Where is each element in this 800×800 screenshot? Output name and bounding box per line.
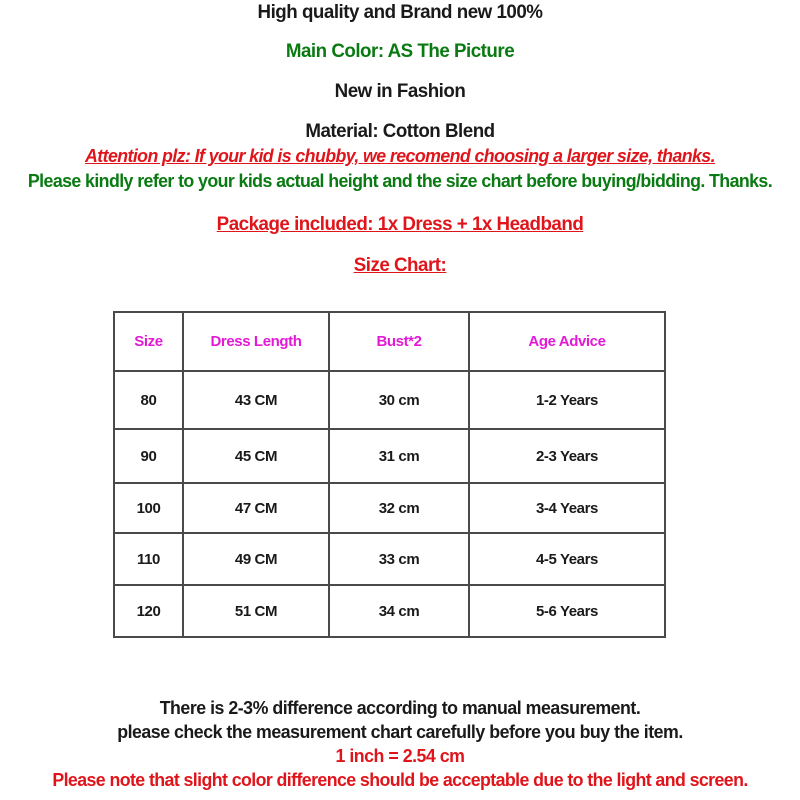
inch-conversion: 1 inch = 2.54 cm [335,746,465,766]
measurement-difference-note: There is 2-3% difference according to manual measurement. [159,698,641,718]
header-age-advice: Age Advice [469,312,665,371]
cell-age-advice: 2-3 Years [469,429,665,483]
header-dress-length: Dress Length [183,312,329,371]
cell-age-advice: 4-5 Years [469,533,665,585]
cell-bust: 33 cm [329,533,469,585]
attention-note: Attention plz: If your kid is chubby, we recomend choosing a larger size, thanks. [85,146,715,166]
quality-line: High quality and Brand new 100% [257,2,543,23]
cell-dress-length: 47 CM [183,483,329,533]
size-chart-table [113,311,666,638]
cell-size: 120 [114,585,183,637]
cell-dress-length: 51 CM [183,585,329,637]
material-line: Material: Cotton Blend [305,121,495,142]
cell-size: 80 [114,371,183,429]
cell-size: 110 [114,533,183,585]
header-bust: Bust*2 [329,312,469,371]
cell-age-advice: 1-2 Years [469,371,665,429]
cell-age-advice: 5-6 Years [469,585,665,637]
table-header-row [114,312,665,371]
header-size: Size [114,312,183,371]
fashion-line: New in Fashion [334,81,466,102]
main-color-line: Main Color: AS The Picture [285,41,515,62]
cell-dress-length: 43 CM [183,371,329,429]
cell-dress-length: 45 CM [183,429,329,483]
table-row [114,371,665,429]
cell-bust: 30 cm [329,371,469,429]
cell-bust: 34 cm [329,585,469,637]
cell-bust: 32 cm [329,483,469,533]
table-row [114,585,665,637]
size-chart-title: Size Chart: [353,255,447,276]
table-row [114,483,665,533]
cell-size: 90 [114,429,183,483]
table-row [114,533,665,585]
cell-size: 100 [114,483,183,533]
size-refer-note: Please kindly refer to your kids actual height and the size chart before buying/bidding. Thanks. [27,171,773,191]
table-row [114,429,665,483]
check-chart-note: please check the measurement chart carefully before you buy the item. [117,722,683,742]
cell-age-advice: 3-4 Years [469,483,665,533]
cell-bust: 31 cm [329,429,469,483]
color-difference-note: Please note that slight color difference should be acceptable due to the light and screen. [52,770,748,790]
cell-dress-length: 49 CM [183,533,329,585]
package-included: Package included: 1x Dress + 1x Headband [216,214,584,235]
